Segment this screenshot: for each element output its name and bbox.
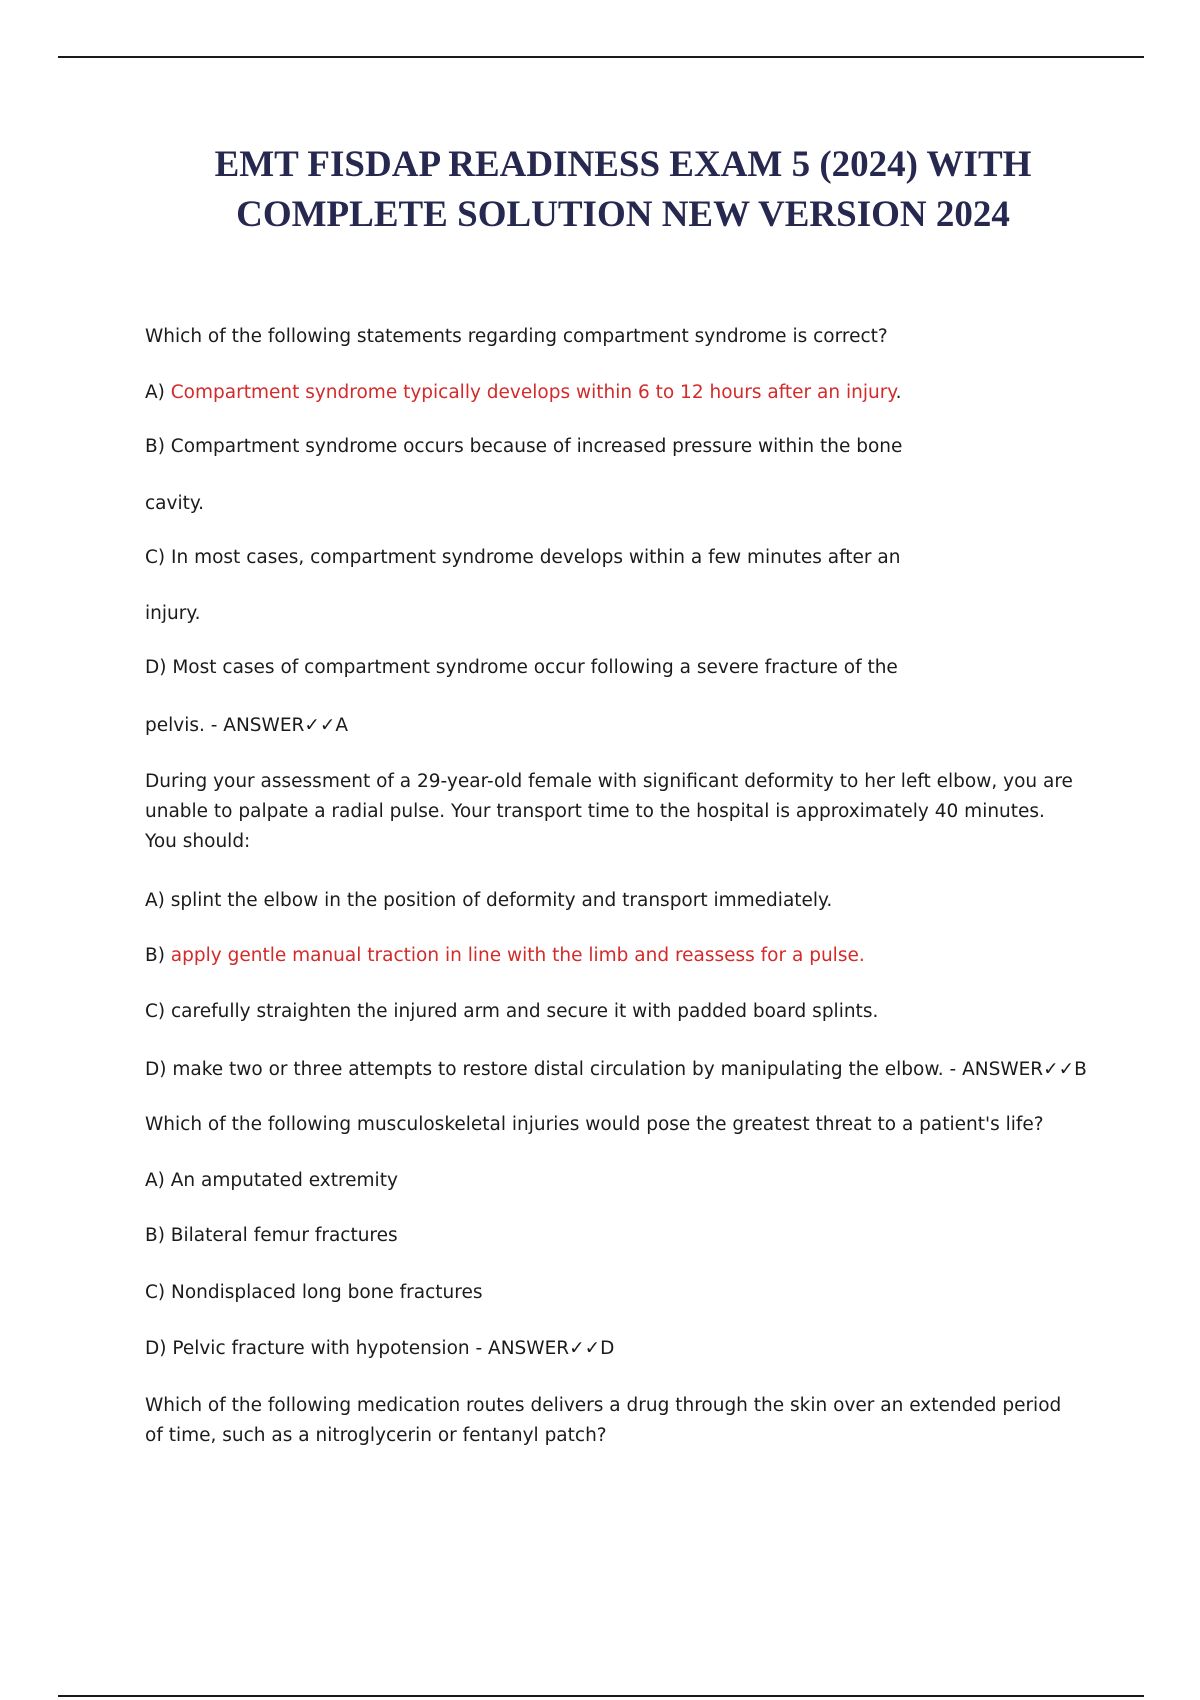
question-1-option-d-line-1: D) Most cases of compartment syndrome occur following a severe fracture of the: [145, 657, 898, 678]
option-label: A): [145, 382, 171, 403]
question-2-prompt: During your assessment of a 29-year-old female with significant deformity to her left elbow, you are unable to palpate a radial pulse. Your transport time to the hospital is approximately 40 minutes. You should:: [145, 771, 1073, 852]
title-line-2: COMPLETE SOLUTION NEW VERSION 2024: [236, 194, 1010, 235]
question-3-prompt: Which of the following musculoskeletal injuries would pose the greatest threat to a patient's life?: [145, 1114, 1044, 1135]
question-1-option-c-line-1: C) In most cases, compartment syndrome develops within a few minutes after an: [145, 547, 901, 568]
option-label: B): [145, 945, 171, 966]
highlighted-answer: Compartment syndrome typically develops within 6 to 12 hours after an injury: [170, 382, 896, 403]
question-2-option-b: [145, 941, 1075, 971]
question-3-option-b: B) Bilateral femur fractures: [145, 1225, 398, 1246]
question-1-option-b-line-2: cavity.: [145, 493, 205, 514]
question-2-option-c: C) carefully straighten the injured arm and secure it with padded board splints.: [145, 1001, 879, 1022]
highlighted-answer: apply gentle manual traction in line with the limb and reassess for a pulse.: [170, 945, 865, 966]
question-4-prompt: Which of the following medication routes delivers a drug through the skin over an extended period of time, such as a nitroglycerin or fentanyl patch?: [145, 1395, 1062, 1446]
top-divider: [58, 56, 1144, 58]
question-2-option-a: A) splint the elbow in the position of deformity and transport immediately.: [145, 890, 833, 911]
question-3-option-d: D) Pelvic fracture with hypotension - ANSWER✓✓D: [145, 1338, 615, 1359]
question-3-option-c: C) Nondisplaced long bone fractures: [145, 1282, 483, 1303]
question-1-prompt: Which of the following statements regarding compartment syndrome is correct?: [145, 326, 888, 347]
question-2-option-d: D) make two or three attempts to restore distal circulation by manipulating the elbow. - ANSWER✓✓B: [145, 1059, 1087, 1080]
bottom-divider: [58, 1695, 1144, 1697]
document-title: [100, 140, 1146, 240]
question-1-option-c-line-2: injury.: [145, 603, 201, 624]
question-3-option-a: A) An amputated extremity: [145, 1170, 398, 1191]
question-1-option-d-line-2: pelvis. - ANSWER✓✓A: [145, 715, 349, 736]
question-1-option-b-line-1: B) Compartment syndrome occurs because of increased pressure within the bone: [145, 436, 903, 457]
title-line-1: EMT FISDAP READINESS EXAM 5 (2024) WITH: [214, 144, 1032, 185]
question-1-option-a: [145, 378, 1075, 408]
option-punctuation: .: [895, 382, 902, 403]
